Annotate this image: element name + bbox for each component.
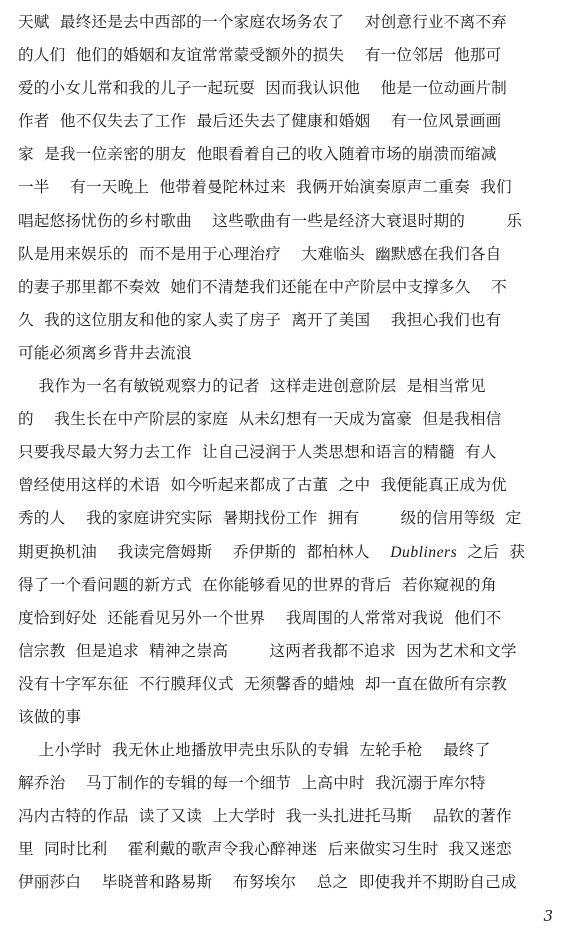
text-line: 队是用来娱乐的 而不是用于心理治疗 大难临头 幽默感在我们各自 bbox=[18, 244, 502, 263]
text-line: 可能必须离乡背井去流浪 bbox=[18, 343, 192, 362]
text-line: 作者 他不仅失去了工作 最后还失去了健康和婚姻 有一位风景画画 bbox=[18, 112, 502, 131]
text-line: 得了一个看问题的新方式 在你能够看见的世界的背后 若你窥视的角 bbox=[18, 575, 497, 594]
text-line: 家 是我一位亲密的朋友 他眼看着自己的收入随着市场的崩溃而缩减 bbox=[18, 145, 497, 164]
text-line: 伊丽莎白 毕晓普和路易斯 布努埃尔 总之 即使我并不期盼自己成 bbox=[18, 873, 517, 892]
text-line: 没有十字军东征 不行膜拜仪式 无须馨香的蜡烛 却一直在做所有宗教 bbox=[18, 674, 507, 693]
text-line: 的人们 他们的婚姻和友谊常常蒙受额外的损失 有一位邻居 他那可 bbox=[18, 46, 502, 65]
text-line: 曾经使用这样的术语 如今听起来都成了古董 之中 我便能真正成为优 bbox=[18, 476, 507, 495]
text-line: 秀的人 我的家庭讲究实际 暑期找份工作 拥有 级的信用等级 定 bbox=[18, 509, 522, 528]
text-line-with-title bbox=[18, 536, 558, 569]
text-line: 信宗教 但是追求 精神之崇高 这两者我都不追求 因为艺术和文学 bbox=[18, 641, 517, 660]
text-line: 里 同时比利 霍利戴的歌声令我心醉神迷 后来做实习生时 我又迷恋 bbox=[18, 840, 512, 859]
text-line: 只要我尽最大努力去工作 让自己浸润于人类思想和语言的精髓 有人 bbox=[18, 443, 497, 462]
text-line: 爱的小女儿常和我的儿子一起玩耍 因而我认识他 他是一位动画片制 bbox=[18, 79, 507, 98]
text-segment: 之后 获 bbox=[457, 542, 526, 561]
text-line: 一半 有一天晚上 他带着曼陀林过来 我俩开始演奏原声二重奏 我们 bbox=[18, 178, 512, 197]
text-line: 的妻子那里都不奏效 她们不清楚我们还能在中产阶层中支撑多久 不 bbox=[18, 277, 507, 296]
text-segment: 期更换机油 我读完詹姆斯 乔伊斯的 都柏林人 bbox=[18, 542, 391, 561]
page-number: 3 bbox=[543, 907, 553, 925]
text-line: 该做的事 bbox=[18, 707, 82, 726]
text-line: 久 我的这位朋友和他的家人卖了房子 离开了美国 我担心我们也有 bbox=[18, 310, 502, 329]
book-title-italic: Dubliners bbox=[390, 543, 458, 561]
text-line: 解乔治 马丁制作的专辑的每一个细节 上高中时 我沉溺于库尔特 bbox=[18, 774, 486, 793]
text-line: 度恰到好处 还能看见另外一个世界 我周围的人常常对我说 他们不 bbox=[18, 608, 502, 627]
text-line: 我作为一名有敏锐观察力的记者 这样走进创意阶层 是相当常见 bbox=[18, 377, 486, 396]
text-line: 唱起悠扬忧伤的乡村歌曲 这些歌曲有一些是经济大衰退时期的 乐 bbox=[18, 211, 523, 230]
text-line: 冯内古特的作品 读了又读 上大学时 我一头扎进托马斯 品钦的著作 bbox=[18, 807, 512, 826]
body-text bbox=[18, 6, 558, 900]
text-line: 的 我生长在中产阶层的家庭 从未幻想有一天成为富豪 但是我相信 bbox=[18, 410, 502, 429]
text-line: 天赋 最终还是去中西部的一个家庭农场务农了 对创意行业不离不弃 bbox=[18, 13, 507, 31]
text-line: 上小学时 我无休止地播放甲壳虫乐队的专辑 左轮手枪 最终了 bbox=[18, 741, 491, 760]
